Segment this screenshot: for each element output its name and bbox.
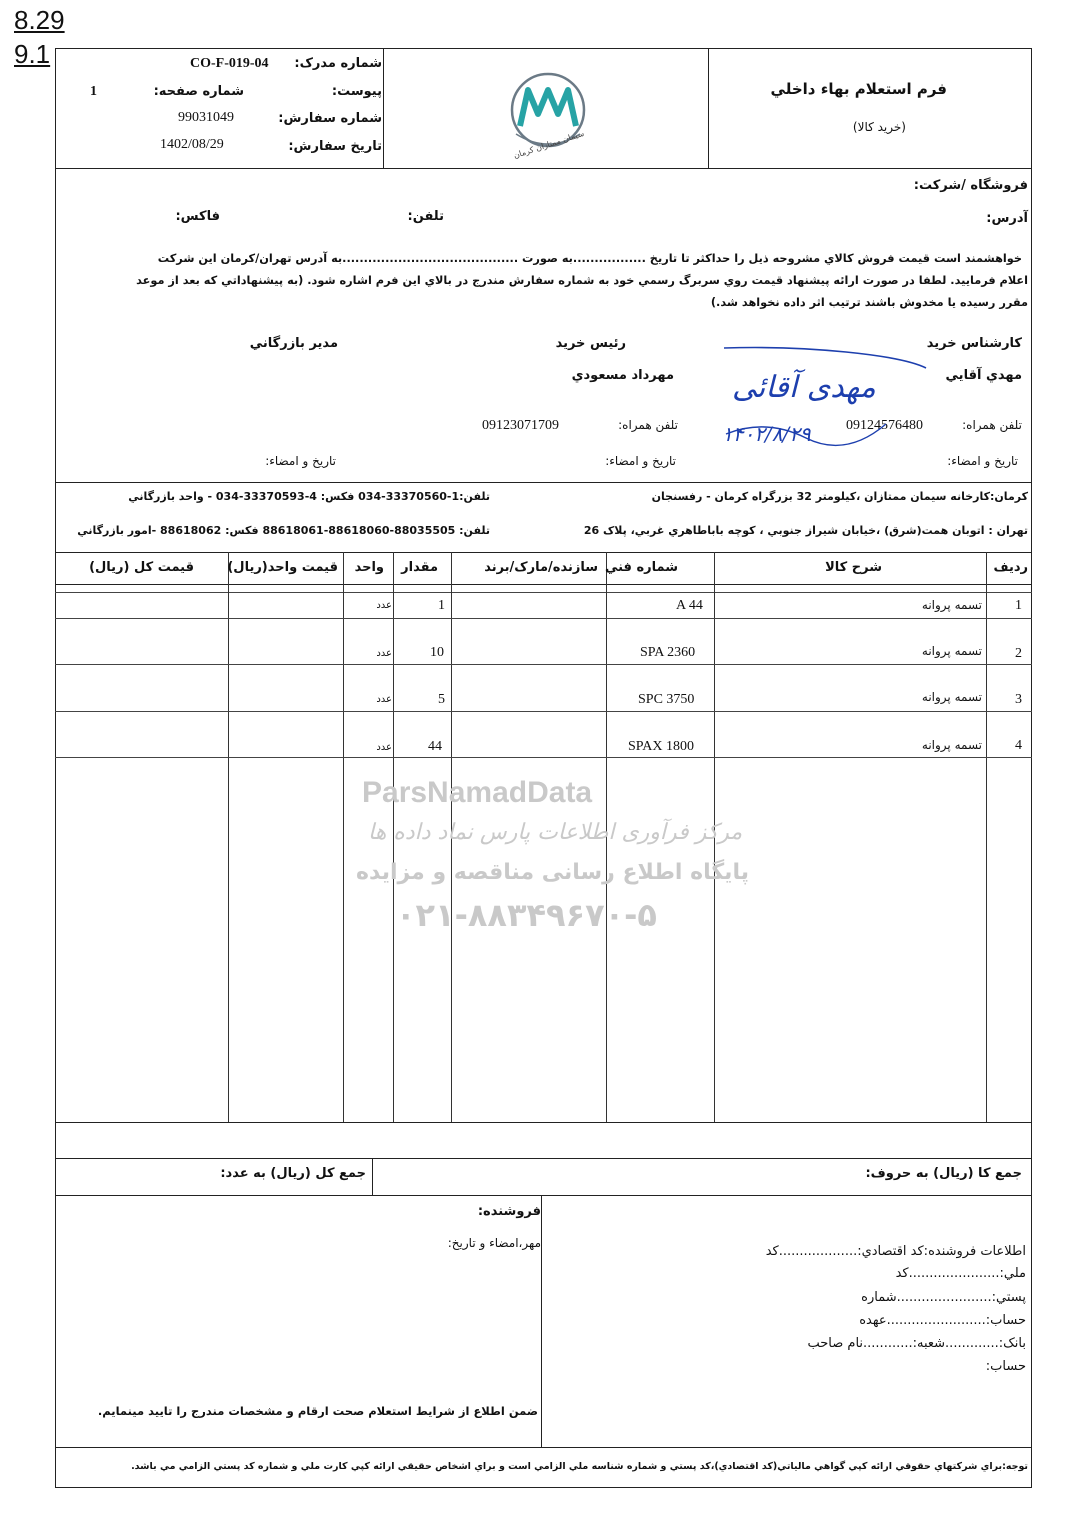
row-4-part-number: SPAX 1800 bbox=[628, 739, 695, 754]
kerman-address: کرمان:کارخانه سيمان ممتازان ،کيلومتر 32 بزرگراه کرمان - رفسنجان bbox=[651, 490, 1028, 503]
doc-number: CO-F-019-04 bbox=[190, 56, 269, 71]
seller-info-line-4: حساب:........................عهده bbox=[859, 1313, 1026, 1328]
phone-label: تلفن: bbox=[407, 209, 444, 224]
head-name: مهرداد مسعودي bbox=[571, 368, 674, 383]
row-3-qty: 5 bbox=[438, 692, 445, 707]
form-title: فرم استعلام بهاء داخلي bbox=[770, 80, 947, 98]
seller-info-line-1: اطلاعات فروشنده:کد اقتصادي:...................کد bbox=[765, 1244, 1026, 1259]
footnote: توجه:براي شرکتهاي حقوقي ارائه کپي گواهي مالياتي(کد اقتصادي)،کد پستي و شماره شناسه ملي الزامي است و براي اشخاص حقيقي ارائه کپي کارت ملي و شماره کد پستي الزامي مي باشد. bbox=[131, 1461, 1028, 1472]
row-2-index: 2 bbox=[1015, 646, 1022, 661]
row-4-unit: عدد bbox=[376, 742, 392, 753]
row-3-description: تسمه پروانه bbox=[921, 690, 982, 704]
seller-info-line-2: ملي:......................کد bbox=[895, 1266, 1026, 1281]
handwritten-name: مهدی آقائی bbox=[732, 370, 876, 405]
header-maker: سازنده/مارک/برند bbox=[484, 560, 598, 575]
row-1-part-number: A 44 bbox=[676, 598, 703, 613]
seller-confirmation: ضمن اطلاع از شرايط استعلام صحت ارقام و مشخصات مندرج را تاييد مينمايم. bbox=[97, 1404, 538, 1418]
row-1-index: 1 bbox=[1015, 598, 1022, 613]
attachment-label: پيوست: bbox=[331, 84, 382, 99]
manager-date-sign: تاريخ و امضاء: bbox=[265, 454, 336, 468]
intro-line-2: اعلام فرماييد. لطفا در صورت ارائه پيشنهاد قيمت روي سربرگ رسمي خود به شماره سفارش مندرج در بالاي اين فرم اشاره شود. (به پيشنهاداتي که بعد از موعد bbox=[136, 274, 1028, 287]
header-total-price: قيمت کل (ريال) bbox=[89, 560, 194, 575]
row-1-unit: عدد bbox=[376, 600, 392, 611]
header-description: شرح کالا bbox=[825, 560, 882, 575]
header-divider bbox=[55, 168, 1032, 169]
header-unit-price: قيمت واحد(ريال) bbox=[227, 560, 338, 575]
seller-title: فروشنده: bbox=[477, 1204, 541, 1219]
expert-title: کارشناس خريد bbox=[926, 336, 1022, 351]
sum-digits-label: جمع کل (ريال) به عدد: bbox=[220, 1166, 366, 1181]
corner-note-top: 8.29 bbox=[14, 5, 65, 35]
header-part-number: شماره فني bbox=[604, 560, 678, 575]
manager-title: مدير بازرگاني bbox=[249, 336, 338, 351]
sum-words-label: جمع کا (ريال) به حروف: bbox=[865, 1166, 1022, 1181]
expert-mobile-label: تلفن همراه: bbox=[962, 418, 1022, 432]
order-number: 99031049 bbox=[178, 110, 234, 125]
store-label: فروشگاه /شرکت: bbox=[913, 178, 1028, 193]
page-value: 1 bbox=[90, 84, 97, 99]
row-2-unit: عدد bbox=[376, 648, 392, 659]
seller-info-line-6: حساب: bbox=[985, 1359, 1026, 1374]
seller-info-line-5: بانک:.............شعبه:............نام صاحب bbox=[807, 1336, 1026, 1351]
header-qty: مقدار bbox=[401, 560, 438, 575]
intro-line-3: مقرر رسيده يا مخدوش باشند ترتيب اثر داده نخواهد شد.) bbox=[710, 296, 1028, 309]
watermark-line-1: مرکز فرآوری اطلاعات پارس نماد داده ها bbox=[368, 820, 743, 845]
header-row: رديف bbox=[993, 560, 1028, 575]
page-label: شماره صفحه: bbox=[153, 84, 244, 99]
head-mobile-label: تلفن همراه: bbox=[618, 418, 678, 432]
expert-date-sign: تاريخ و امضاء: bbox=[947, 454, 1018, 468]
order-date: 1402/08/29 bbox=[160, 137, 224, 152]
corner-note-bottom: 9.1 bbox=[14, 39, 51, 69]
form-subtitle: (خريد کالا) bbox=[852, 120, 906, 134]
order-date-label: تاريخ سفارش: bbox=[288, 139, 382, 154]
seller-info-line-3: پستي:.......................شماره bbox=[861, 1290, 1026, 1305]
row-4-qty: 44 bbox=[428, 739, 442, 754]
expert-name: مهدي آقايي bbox=[945, 368, 1022, 383]
expert-mobile: 09124576480 bbox=[846, 418, 923, 433]
head-mobile: 09123071709 bbox=[482, 418, 559, 433]
row-3-unit: عدد bbox=[376, 694, 392, 705]
row-3-index: 3 bbox=[1015, 692, 1022, 707]
watermark-brand: ParsNamadData bbox=[362, 776, 593, 809]
watermark-line-2: پایگاه اطلاع رسانی مناقصه و مزایده bbox=[356, 860, 749, 885]
header-unit: واحد bbox=[354, 560, 384, 575]
seller-seal-label: مهر،امضاء و تاريخ: bbox=[447, 1236, 541, 1250]
tehran-address: تهران : اتوبان همت(شرق) ،خيابان شيراز جنوبي ، کوچه باباطاهري غربي، پلاک 26 bbox=[583, 524, 1028, 537]
row-4-index: 4 bbox=[1015, 738, 1022, 753]
kerman-phones: تلفن:1-33370560-034 فکس: 4-33370593-034 - واحد بازرگاني bbox=[128, 490, 490, 503]
row-2-description: تسمه پروانه bbox=[921, 644, 982, 658]
row-2-qty: 10 bbox=[430, 645, 444, 660]
tehran-phones: تلفن: 88035505-88618060-88618061 فکس: 88618062 -امور بازرگاني bbox=[77, 524, 490, 537]
row-3-part-number: SPC 3750 bbox=[638, 692, 695, 707]
handwritten-date: ۱۴۰۲/۸/۲۹ bbox=[722, 422, 811, 446]
row-2-part-number: SPA 2360 bbox=[640, 645, 696, 660]
row-1-description: تسمه پروانه bbox=[921, 598, 982, 612]
doc-number-label: شماره مدرک: bbox=[294, 56, 382, 71]
intro-line-1: خواهشمند است قيمت فروش کالاي مشروحه ذيل را حداکثر تا تاريخ .................به صورت .........................................به آدرس تهران/کرمان اين شرکت bbox=[157, 252, 1022, 265]
fax-label: فاکس: bbox=[175, 209, 220, 224]
logo-caption: سیمان ممتازان کرمان bbox=[512, 128, 586, 161]
watermark-phone: ۰۲۱-۸۸۳۴۹۶۷۰-۵ bbox=[396, 896, 657, 934]
order-number-label: شماره سفارش: bbox=[278, 111, 382, 126]
address-label: آدرس: bbox=[986, 211, 1028, 226]
row-1-qty: 1 bbox=[438, 598, 445, 613]
head-title: رئيس خريد bbox=[555, 336, 626, 351]
head-date-sign: تاريخ و امضاء: bbox=[605, 454, 676, 468]
row-4-description: تسمه پروانه bbox=[921, 738, 982, 752]
